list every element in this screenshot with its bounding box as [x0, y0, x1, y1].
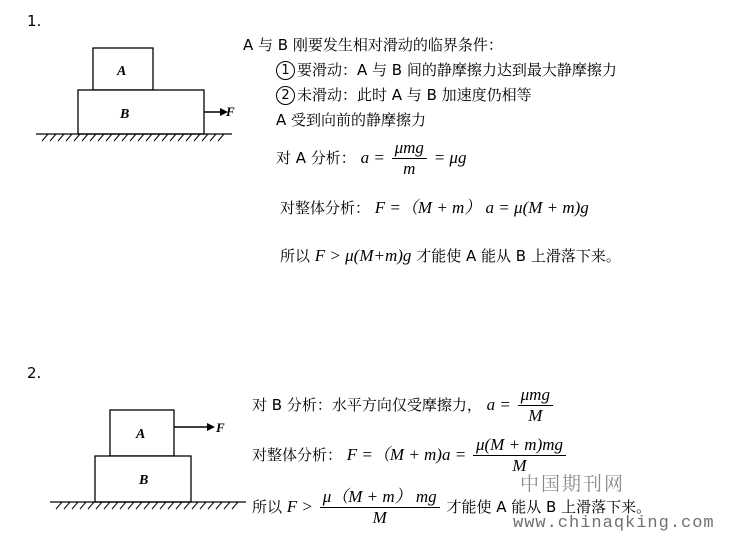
intro-text: A 与 B 刚要发生相对滑动的临界条件： — [243, 36, 503, 54]
label-force: F — [226, 104, 235, 119]
label-force: F — [216, 420, 225, 435]
label-b: B — [120, 107, 130, 122]
watermark-site-name: 中国期刊网 — [520, 473, 626, 495]
analysis-whole-2: 对整体分析： F =（M + m)a = $\frac{\mu(M + m)mg}{M}$ — [252, 435, 568, 476]
label-a: A — [117, 64, 127, 79]
problem-2-number: 2. — [27, 364, 42, 382]
force-arrow-head — [207, 423, 215, 431]
analysis-whole-1: 对整体分析： F =（M + m） a = μ(M + m)g — [280, 198, 589, 217]
condition-1: 1 要滑动：A 与 B 间的静摩擦力达到最大静摩擦力 — [276, 61, 617, 80]
fraction: $\frac{\mu(M + m) mg}{M}$ — [320, 487, 440, 528]
problem-1-figure — [36, 46, 236, 144]
ground-hatching — [42, 134, 224, 141]
fraction: $\frac{\mu(M + m)mg}{M}$ — [473, 435, 566, 476]
block-b — [78, 90, 204, 134]
label-b: B — [139, 473, 149, 488]
problem-2-figure — [50, 406, 250, 510]
fraction: $\frac{\text{μmg}}{M}$ — [518, 385, 553, 426]
ground-hatching — [56, 502, 238, 509]
analysis-a: 对 A 分析： a = $\frac{\text{μmg}}{m}$ = μg — [276, 138, 467, 178]
conclusion-2: 所以 F > $\frac{\mu(M + m) mg}{M}$ 才能使 A 能从 B 上滑落下来。 — [252, 487, 652, 527]
problem-1-number: 1. — [27, 12, 42, 30]
analysis-b: 对 B 分析：水平方向仅受摩擦力， a = $\frac{\text{μmg}}{M}$ — [252, 385, 555, 426]
label-a: A — [136, 427, 146, 442]
watermark-url: www.chinaqking.com — [513, 514, 715, 533]
circled-number-1: 1 — [276, 61, 295, 80]
circled-number-2: 2 — [276, 86, 295, 105]
condition-2: 2 未滑动：此时 A 与 B 加速度仍相等 — [276, 86, 532, 105]
conclusion-1: 所以 F > μ(M+m)g 才能使 A 能从 B 上滑落下来。 — [280, 246, 621, 265]
fraction: $\frac{\text{μmg}}{m}$ — [392, 138, 427, 179]
condition-3: A 受到向前的静摩擦力 — [276, 111, 427, 129]
